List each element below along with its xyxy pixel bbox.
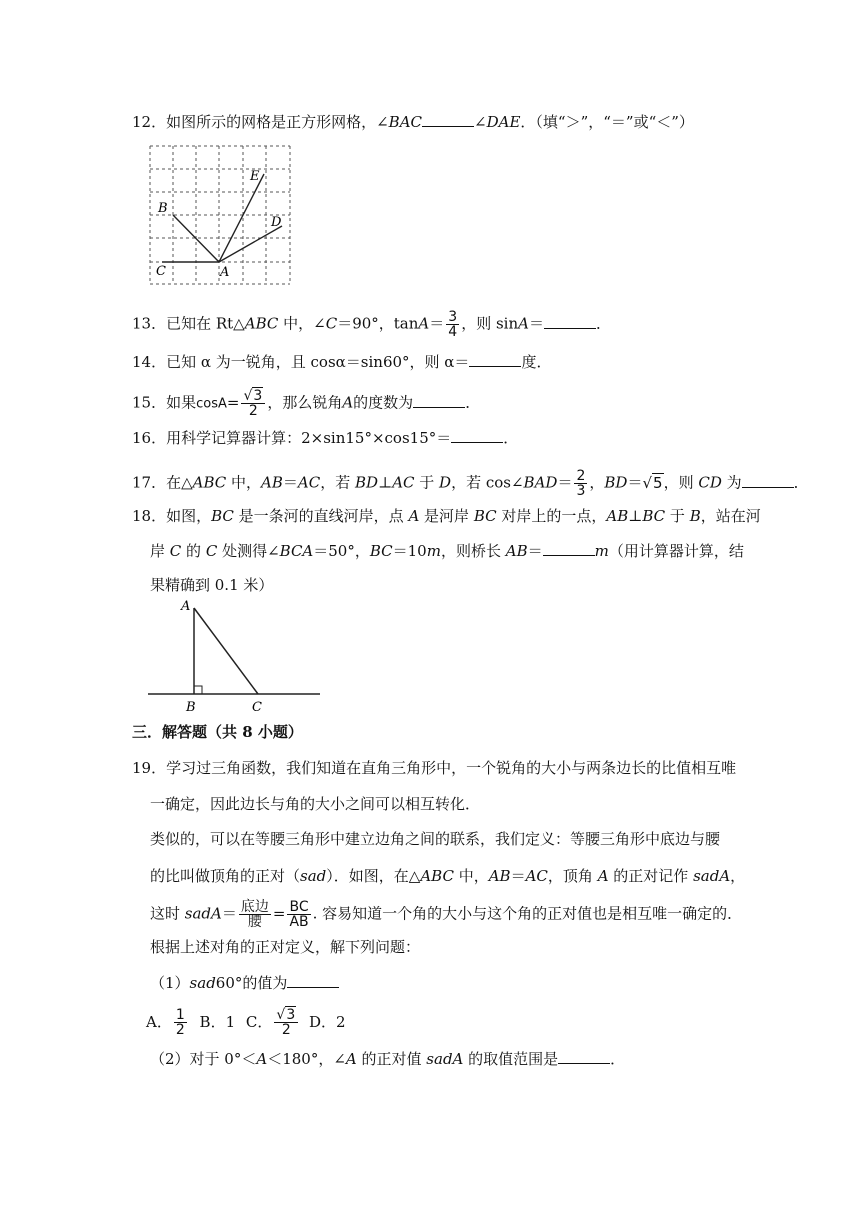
answer-blank[interactable] <box>451 428 503 443</box>
answer-blank[interactable] <box>544 314 596 329</box>
question-17: 17．在△ABC 中，AB＝AC，若 BD⊥AC 于 D，若 cos∠BAD＝ $\frac{2}{3}$ ，BD＝√5，则 CD 为 ． <box>132 468 809 499</box>
fraction: $\frac{3}{4}$ <box>448 309 458 340</box>
question-14: 14．已知 α 为一锐角，且 cosα＝sin60°，则 α＝ 度． <box>132 353 552 371</box>
section-heading: 三．解答题（共 8 小题） <box>132 723 303 741</box>
question-19-line-5: 这时 sadA＝ $\frac{\text{底边}}{\text{腰}}$ = $\frac{BC}{AB}$ . 容易知道一个角的大小与这个角的正对值也是相互唯一确定的． <box>150 899 743 930</box>
label-d: D <box>271 215 282 230</box>
cos-a-label: cosA <box>196 396 227 412</box>
label-a: A <box>220 265 230 280</box>
question-16: 16．用科学记算器计算：2×sin15°×cos15°＝ ． <box>132 429 519 447</box>
question-13: 13．已知在 Rt△ABC 中，∠C＝90°，tanA＝ $\frac{3}{4}$ ，则 sinA＝ ． <box>132 309 611 340</box>
answer-blank[interactable] <box>543 541 595 556</box>
question-18-line-2: 岸 C 的 C 处测得∠BCA＝50°，BC＝10m，则桥长 AB＝ m（用计算器计算，结 <box>150 542 744 560</box>
question-18-line-1: 18．如图，BC 是一条河的直线河岸，点 A 是河岸 BC 对岸上的一点，AB⊥BC 于 B，站在河 <box>132 507 761 525</box>
label-e: E <box>250 169 260 184</box>
option-a[interactable]: A． $\frac{1}{2}$ <box>146 1007 185 1038</box>
question-19-options <box>146 1008 346 1037</box>
label-a: A <box>181 599 191 614</box>
option-c[interactable]: C． $\frac{√3}{2}$ <box>246 1013 300 1031</box>
fraction-bc-over-ab: $\frac{BC}{AB}$ <box>289 899 309 930</box>
river-figure <box>148 598 320 716</box>
question-19-part-2: （2）对于 0°＜A＜180°，∠A 的正对值 sadA 的取值范围是 ． <box>150 1050 626 1068</box>
question-19-line-3: 类似的，可以在等腰三角形中建立边角之间的联系，我们定义：等腰三角形中底边与腰 <box>150 830 721 848</box>
question-19-line-4: 的比叫做顶角的正对（sad）．如图，在△ABC 中，AB＝AC，顶角 A 的正对记作 sadA， <box>150 867 746 885</box>
grid-figure <box>146 142 294 288</box>
question-15: 15．如果cosA= $\frac{√3}{2}$ ，那么锐角A的度数为 ． <box>132 388 481 419</box>
answer-blank[interactable] <box>558 1049 610 1064</box>
fraction: $\frac{2}{3}$ <box>576 468 586 499</box>
question-19-line-6: 根据上述对角的正对定义，解下列问题： <box>150 938 421 956</box>
question-19-line-1: 19．学习过三角函数，我们知道在直角三角形中，一个锐角的大小与两条边长的比值相互唯 <box>132 759 737 777</box>
answer-blank[interactable] <box>469 352 521 367</box>
answer-blank[interactable] <box>422 112 474 127</box>
sqrt-5: √5 <box>642 473 663 492</box>
question-19-part-1: （1）sad60°的值为 <box>150 973 339 993</box>
answer-blank[interactable] <box>287 973 339 988</box>
answer-blank[interactable] <box>413 393 465 408</box>
right-angle-mark <box>194 686 202 694</box>
question-18-line-3: 果精确到 0.1 米） <box>150 576 274 594</box>
answer-blank[interactable] <box>742 473 794 488</box>
question-19-line-2: 一确定，因此边长与角的大小之间可以相互转化． <box>150 795 481 813</box>
question-12: 12．如图所示的网格是正方形网格，∠BAC ∠DAE．（填“＞”，“＝”或“＜”） <box>132 113 694 131</box>
fraction-base-over-leg: $\frac{\text{底边}}{\text{腰}}$ <box>240 899 269 930</box>
fraction: $\frac{√3}{2}$ <box>241 389 265 418</box>
option-d[interactable]: D．2 <box>309 1012 346 1031</box>
label-c: C <box>156 264 166 279</box>
label-b: B <box>158 201 168 216</box>
segment-ac <box>194 608 258 694</box>
option-b[interactable]: B．1 <box>199 1012 236 1031</box>
label-b: B <box>186 700 196 715</box>
label-c: C <box>252 700 262 715</box>
